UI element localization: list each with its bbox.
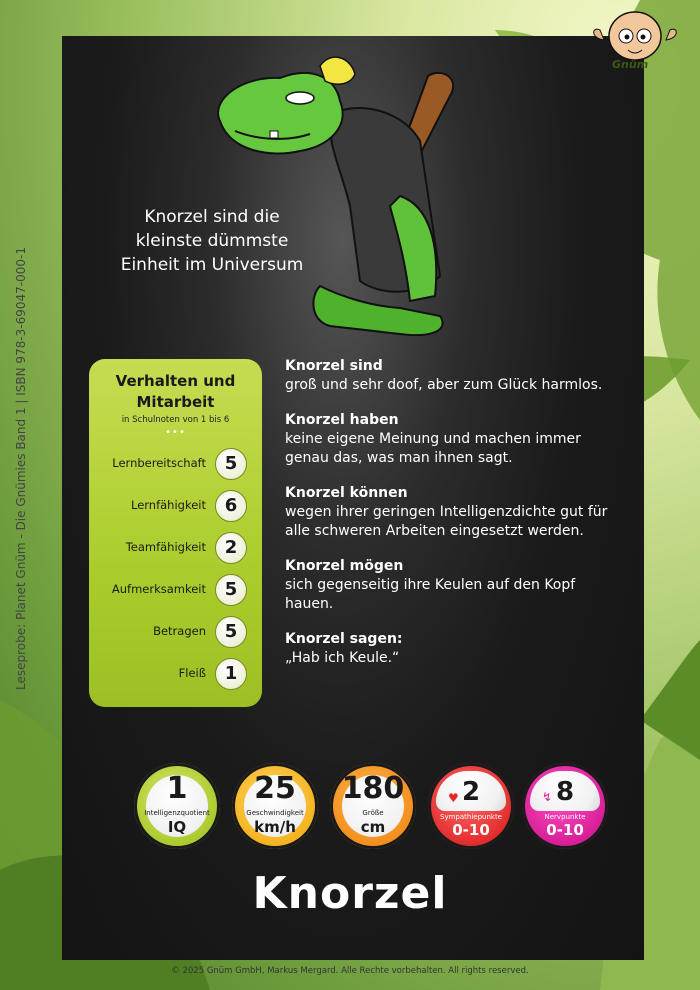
fact-text: „Hab ich Keule.“ <box>285 650 400 666</box>
facts-list <box>285 357 625 684</box>
stat-badge-speed <box>232 763 318 849</box>
panel-dots: ••• <box>165 427 186 438</box>
stat-value: 25 <box>254 771 296 806</box>
grade-row <box>89 656 262 692</box>
stat-unit: cm <box>360 818 386 836</box>
grade-label: Aufmerksamkeit <box>111 582 206 596</box>
grade-label: Lernbereitschaft <box>112 456 206 470</box>
fact-item <box>285 411 625 468</box>
stat-value: 2 <box>461 777 481 807</box>
fact-heading: Knorzel können <box>285 485 408 501</box>
heart-icon: ♥ <box>448 791 459 805</box>
grade-value: 5 <box>215 448 247 480</box>
grade-value: 1 <box>215 658 247 690</box>
fact-heading: Knorzel haben <box>285 412 399 428</box>
stat-caption: Größe <box>362 809 384 817</box>
grade-label: Teamfähigkeit <box>125 540 206 554</box>
stat-unit: IQ <box>167 818 187 836</box>
panel-title: Verhalten und Mitarbeit <box>115 372 236 411</box>
stat-caption: Sympathiepunkte <box>440 813 502 821</box>
copyright-footer: © 2025 Gnüm GmbH, Markus Mergard. Alle Rechte vorbehalten. All rights reserved. <box>171 966 529 976</box>
grade-row <box>89 446 262 482</box>
stat-value: 8 <box>555 777 575 807</box>
stat-badge-iq <box>134 763 220 849</box>
fact-text: sich gegenseitig ihre Keulen auf den Kopf hauen. <box>285 577 576 612</box>
grade-row <box>89 488 262 524</box>
grade-label: Lernfähigkeit <box>130 498 206 512</box>
stat-caption: Intelligenzquotient <box>144 809 210 817</box>
fact-heading: Knorzel mögen <box>285 558 404 574</box>
grade-row <box>89 530 262 566</box>
logo-text: Gnüm <box>612 58 649 71</box>
stat-unit: 0-10 <box>546 821 584 839</box>
stat-value: 1 <box>166 771 188 806</box>
side-note: Leseprobe: Planet Gnüm - Die Gnümies Band 1 | ISBN 978-3-69047-000-1 <box>14 246 28 690</box>
grade-value: 5 <box>215 616 247 648</box>
fact-item <box>285 630 625 668</box>
fact-text: wegen ihrer geringen Intelligenzdichte gut für alle schweren Arbeiten eingesetzt werden. <box>285 504 608 539</box>
panel-subtitle: in Schulnoten von 1 bis 6 <box>121 415 230 425</box>
fact-item <box>285 557 625 614</box>
stat-badge-sympathy <box>428 763 514 849</box>
stat-unit: 0-10 <box>452 821 490 839</box>
fact-heading: Knorzel sagen: <box>285 631 403 647</box>
stat-badge-size <box>330 763 416 849</box>
fact-item <box>285 357 625 395</box>
fact-text: keine eigene Meinung und machen immer genau das, was man ihnen sagt. <box>285 431 581 466</box>
stat-unit: km/h <box>254 818 296 836</box>
lightning-icon: ↯ <box>542 790 553 804</box>
intro-text: Knorzel sind die kleinste dümmste Einheit im Universum <box>120 207 304 275</box>
grade-row <box>89 572 262 608</box>
knorzel-character-illustration <box>200 46 460 336</box>
grade-value: 6 <box>215 490 247 522</box>
grade-label: Betragen <box>153 624 206 638</box>
stat-caption: Nervpunkte <box>544 813 586 821</box>
fact-text: groß und sehr doof, aber zum Glück harmlos. <box>285 377 603 393</box>
stat-badge-nerve <box>522 763 608 849</box>
grade-label: Fleiß <box>178 666 206 680</box>
grade-row <box>89 614 262 650</box>
stat-caption: Geschwindigkeit <box>246 809 304 817</box>
grade-value: 5 <box>215 574 247 606</box>
behavior-grades-panel <box>89 359 262 707</box>
fact-item <box>285 484 625 541</box>
grade-value: 2 <box>215 532 247 564</box>
stat-value: 180 <box>341 771 405 806</box>
fact-heading: Knorzel sind <box>285 358 383 374</box>
character-name: Knorzel <box>252 868 448 919</box>
